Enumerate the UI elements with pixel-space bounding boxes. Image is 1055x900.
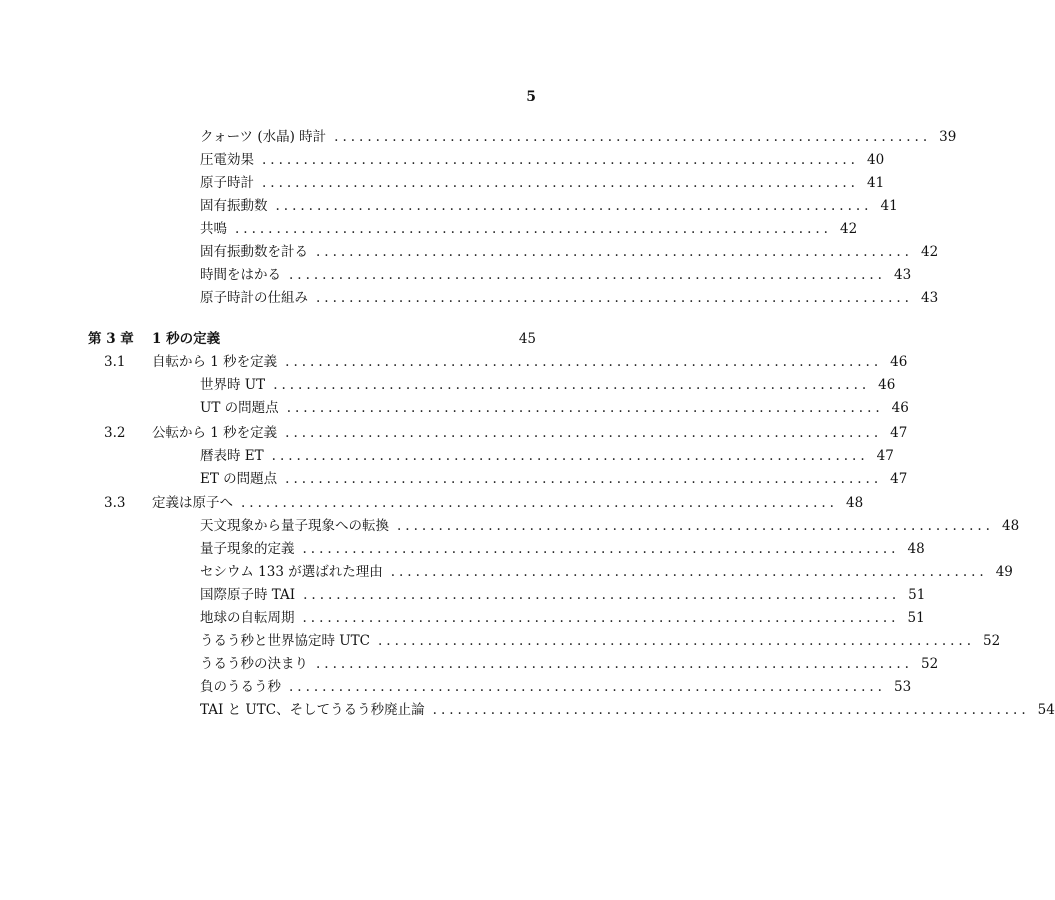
- toc-entry[interactable]: [200, 584, 926, 606]
- dot-leader: ........................................................................: [271, 448, 869, 464]
- dot-leader: ........................................................................: [432, 702, 1030, 718]
- toc-entry-page: 49: [995, 564, 1013, 580]
- toc-entry-title: 原子時計の仕組み: [200, 290, 308, 306]
- toc-entry-page: 52: [920, 656, 939, 672]
- toc-chapter[interactable]: [88, 328, 536, 350]
- toc-entry-page: 48: [907, 541, 925, 557]
- dot-leader: ........................................................................: [334, 129, 932, 145]
- toc-entry[interactable]: [200, 561, 1013, 583]
- toc-entry[interactable]: [200, 264, 912, 286]
- toc-entry[interactable]: [200, 699, 1055, 721]
- toc-entry-title: 固有振動数: [200, 198, 268, 214]
- dot-leader: ........................................................................: [241, 495, 838, 511]
- toc-entry[interactable]: [200, 468, 908, 490]
- toc-entry-page: 46: [878, 377, 896, 393]
- dot-leader: ........................................................................: [316, 656, 913, 672]
- toc-entry-title: 暦表時 ET: [200, 448, 264, 464]
- toc-entry-page: 46: [891, 400, 909, 416]
- dot-leader: ........................................................................: [262, 175, 859, 191]
- toc-entry[interactable]: [200, 287, 939, 309]
- toc-entry[interactable]: [200, 172, 885, 194]
- toc-entry-title: 公転から 1 秒を定義: [152, 425, 278, 441]
- toc-entry-title: 量子現象的定義: [200, 541, 295, 557]
- toc-entry-title: 天文現象から量子現象への転換: [200, 518, 389, 534]
- toc-section[interactable]: [104, 422, 908, 444]
- toc-entry-page: 43: [920, 290, 939, 306]
- page-number: 5: [526, 89, 536, 105]
- toc-entry[interactable]: [200, 630, 1001, 652]
- dot-leader: ........................................................................: [275, 198, 873, 214]
- dot-leader: ........................................................................: [316, 244, 913, 260]
- toc-entry-title: 原子時計: [200, 175, 254, 191]
- dot-leader: ........................................................................: [273, 377, 871, 393]
- dot-leader: ........................................................................: [285, 425, 883, 441]
- dot-leader: ........................................................................: [302, 541, 900, 557]
- toc-entry-title: TAI と UTC、そしてうるう秒廃止論: [200, 702, 425, 718]
- toc-entry[interactable]: [200, 195, 898, 217]
- toc-entry-title: 共鳴: [200, 221, 227, 237]
- toc-section[interactable]: [104, 492, 864, 514]
- dot-leader: ........................................................................: [289, 679, 886, 695]
- toc-entry-page: 52: [983, 633, 1001, 649]
- toc-entry-page: 39: [939, 129, 957, 145]
- toc-entry-page: 51: [908, 587, 926, 603]
- toc-section-number: 3.1: [104, 354, 126, 370]
- toc-entry-title: セシウム 133 が選ばれた理由: [200, 564, 383, 580]
- toc-chapter-title: 1 秒の定義: [152, 331, 221, 347]
- toc-entry[interactable]: [200, 445, 894, 467]
- toc-entry[interactable]: [200, 515, 1020, 537]
- toc-entry[interactable]: [200, 538, 925, 560]
- dot-leader: ........................................................................: [262, 152, 859, 168]
- toc-entry-page: 47: [890, 471, 908, 487]
- toc-entry[interactable]: [200, 126, 957, 148]
- toc-entry-page: 54: [1037, 702, 1055, 718]
- dot-leader: ........................................................................: [285, 471, 883, 487]
- toc-entry-page: 40: [866, 152, 885, 168]
- dot-leader: ........................................................................: [303, 587, 901, 603]
- dot-leader: ........................................................................: [289, 267, 886, 283]
- toc-entry[interactable]: [200, 653, 939, 675]
- dot-leader: ........................................................................: [235, 221, 832, 237]
- toc-entry[interactable]: [200, 218, 858, 240]
- toc-entry-page: 47: [876, 448, 894, 464]
- toc-entry-title: 時間をはかる: [200, 267, 281, 283]
- dot-leader: ........................................................................: [316, 290, 913, 306]
- toc-entry-page: 42: [839, 221, 858, 237]
- dot-leader: ........................................................................: [302, 610, 900, 626]
- toc-entry[interactable]: [200, 676, 912, 698]
- dot-leader: ........................................................................: [378, 633, 975, 649]
- toc-entry-page: 42: [920, 244, 939, 260]
- toc-entry-title: 国際原子時 TAI: [200, 587, 296, 603]
- toc-entry-title: 自転から 1 秒を定義: [152, 354, 278, 370]
- toc-entry-title: UT の問題点: [200, 400, 279, 416]
- toc-entry-page: 51: [907, 610, 925, 626]
- toc-entry-page: 48: [1001, 518, 1020, 534]
- toc-entry-title: うるう秒と世界協定時 UTC: [200, 633, 371, 649]
- toc-entry-page: 48: [845, 495, 864, 511]
- dot-leader: ........................................................................: [285, 354, 883, 370]
- toc-section-number: 3.3: [104, 495, 126, 511]
- toc-entry[interactable]: [200, 241, 939, 263]
- toc-section[interactable]: [104, 351, 908, 373]
- toc-entry[interactable]: [200, 607, 925, 629]
- toc-chapter-number: 第 3 章: [88, 331, 134, 347]
- toc-entry-title: クォーツ (水晶) 時計: [200, 129, 327, 145]
- toc-entry-title: 負のうるう秒: [200, 679, 281, 695]
- toc-entry-page: 45: [518, 331, 536, 347]
- toc-entry-page: 53: [893, 679, 912, 695]
- toc-entry-page: 43: [893, 267, 912, 283]
- toc-section-number: 3.2: [104, 425, 126, 441]
- toc-entry-title: 世界時 UT: [200, 377, 266, 393]
- toc-entry-page: 46: [890, 354, 908, 370]
- toc-entry[interactable]: [200, 397, 909, 419]
- dot-leader: ........................................................................: [390, 564, 988, 580]
- toc-entry-page: 47: [890, 425, 908, 441]
- toc-entry-title: ET の問題点: [200, 471, 278, 487]
- toc-entry-title: うるう秒の決まり: [200, 656, 308, 672]
- toc-entry-title: 固有振動数を計る: [200, 244, 308, 260]
- toc-entry[interactable]: [200, 374, 896, 396]
- dot-leader: ........................................................................: [397, 518, 994, 534]
- toc-entry-title: 地球の自転周期: [200, 610, 295, 626]
- toc-entry-page: 41: [866, 175, 885, 191]
- dot-leader: ........................................................................: [286, 400, 884, 416]
- toc-entry-title: 圧電効果: [200, 152, 254, 168]
- toc-entry[interactable]: [200, 149, 885, 171]
- toc-entry-title: 定義は原子へ: [152, 495, 233, 511]
- toc-entry-page: 41: [880, 198, 898, 214]
